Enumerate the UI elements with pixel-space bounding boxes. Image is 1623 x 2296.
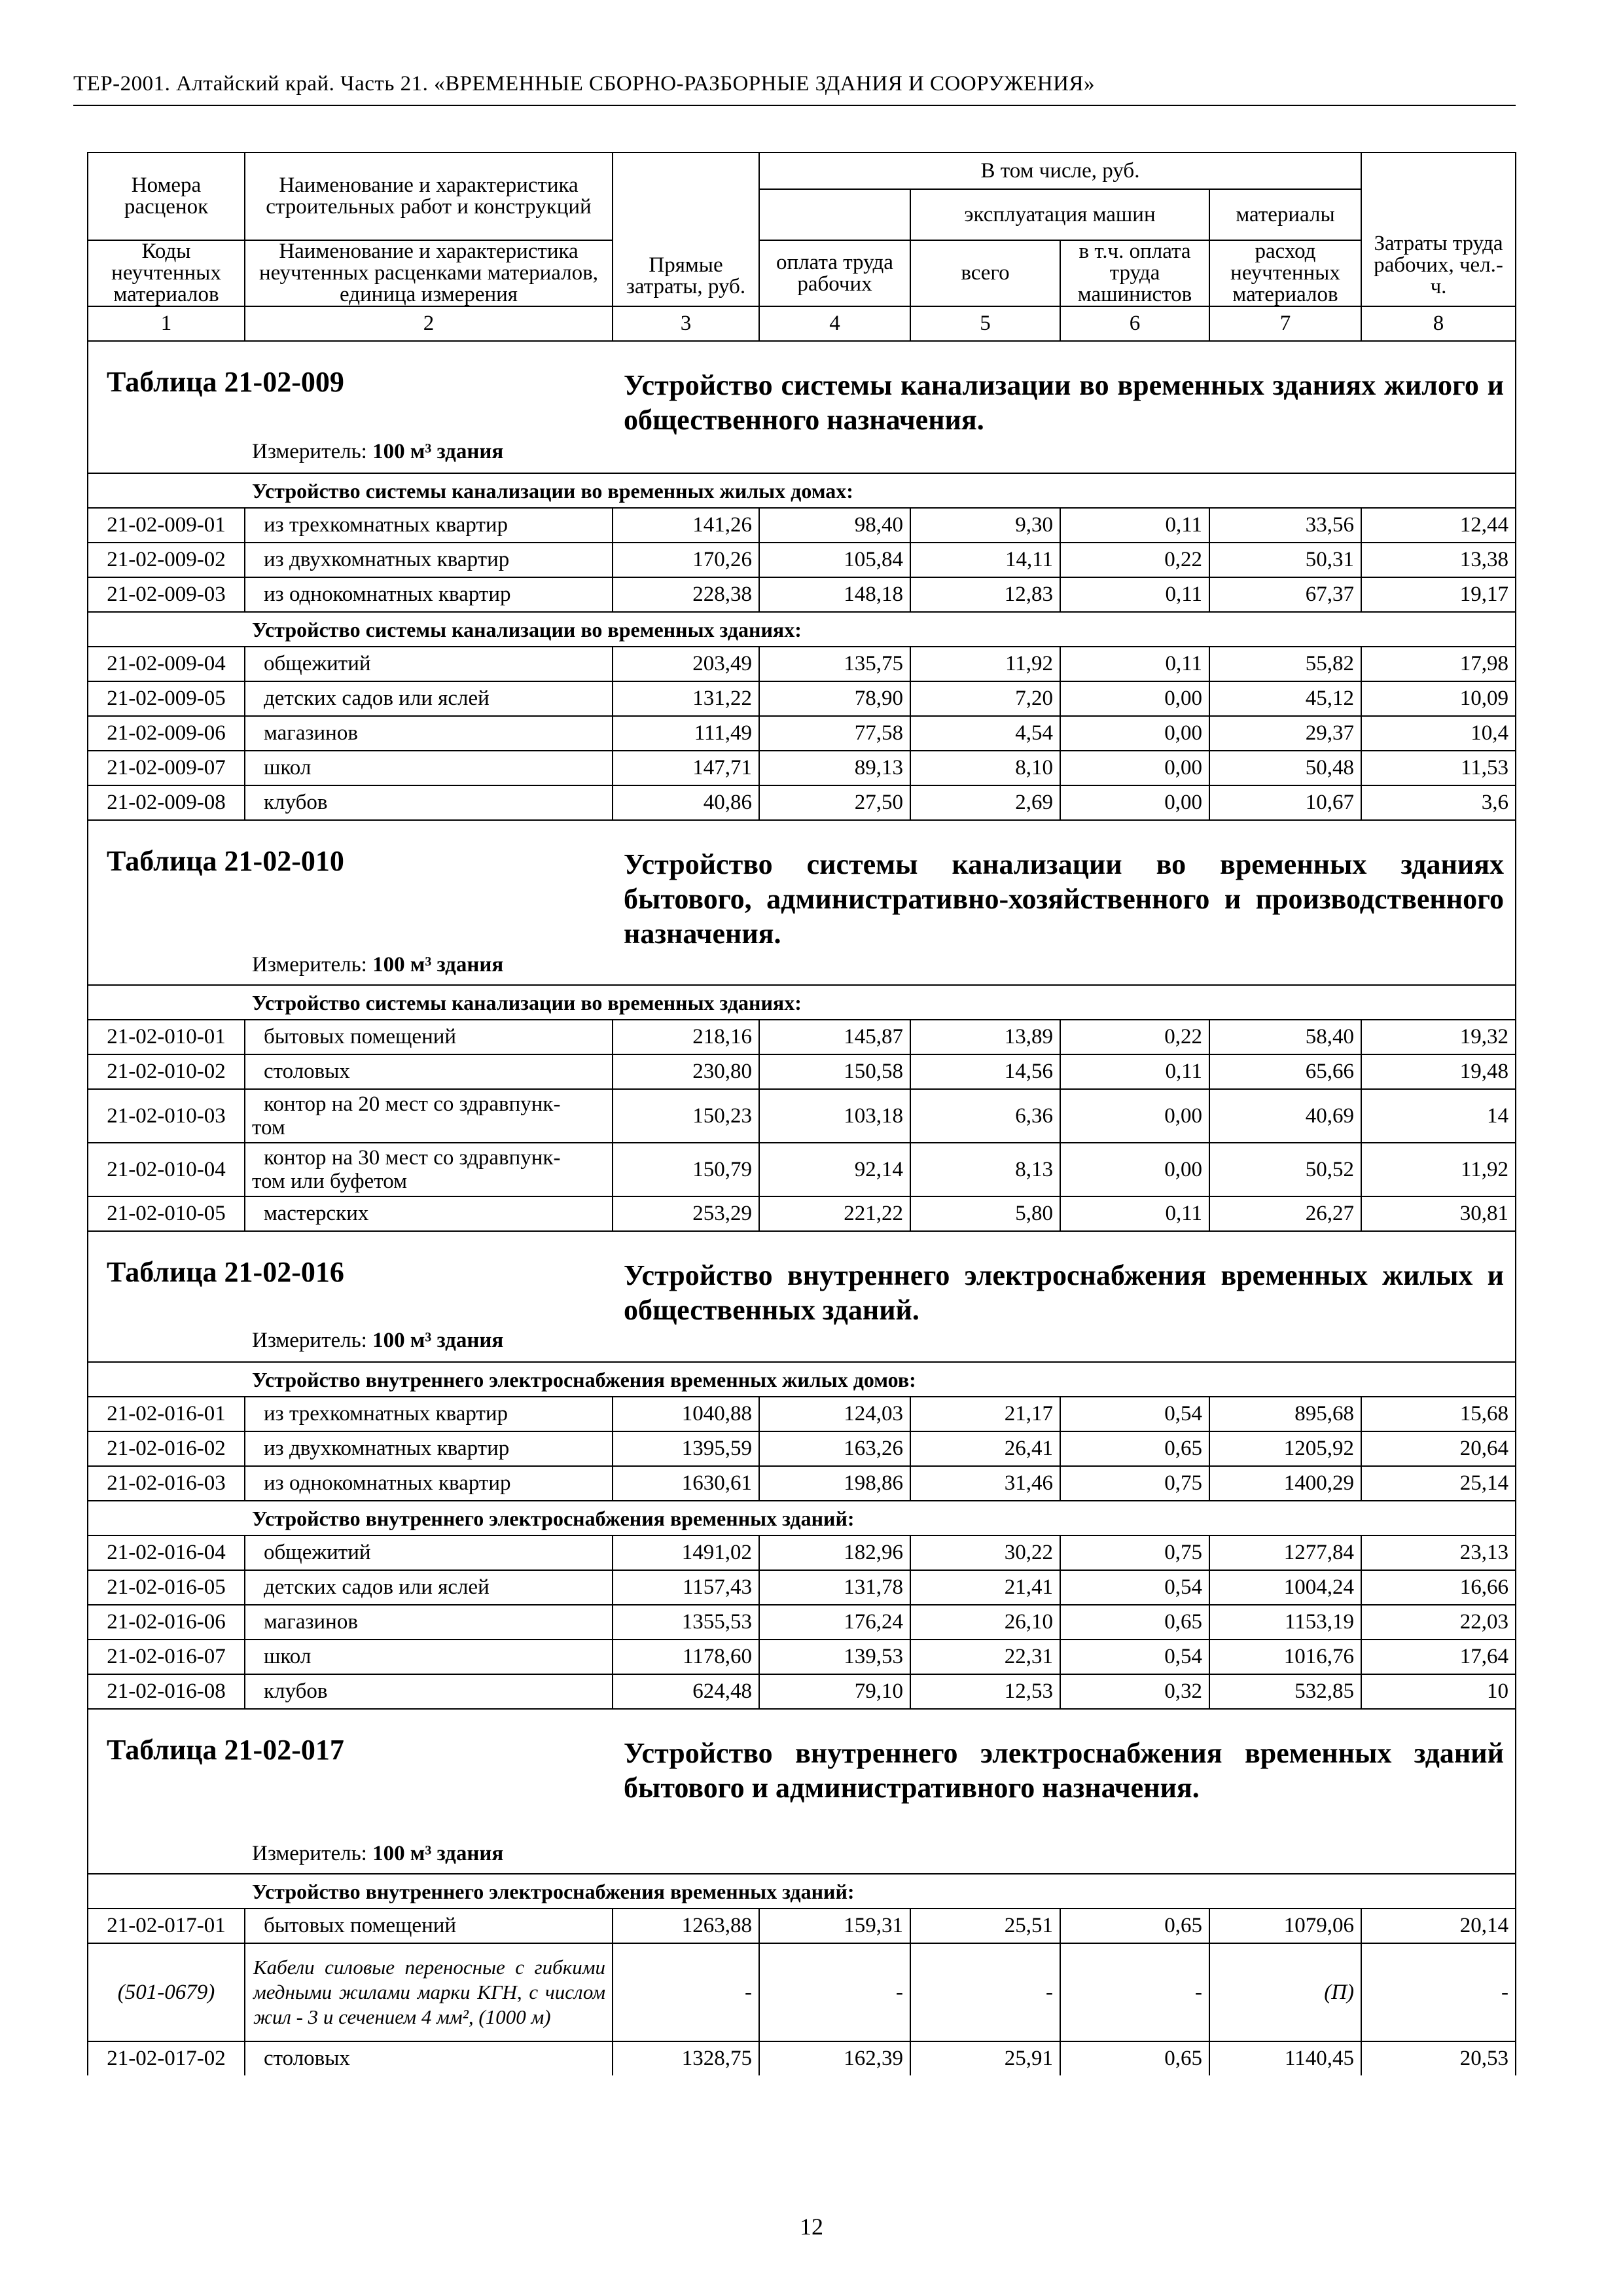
column-number: 2	[245, 306, 613, 341]
worker-pay: 163,26	[759, 1431, 910, 1466]
rate-code: 21-02-010-01	[88, 1020, 245, 1054]
direct-costs: 131,22	[613, 681, 759, 716]
direct-costs: 228,38	[613, 577, 759, 612]
section-title: Устройство системы канализации во временных жилых домах:	[88, 473, 1516, 508]
rate-code: 21-02-010-03	[88, 1089, 245, 1143]
materials: 45,12	[1209, 681, 1361, 716]
table-row	[88, 1431, 1516, 1466]
header-col2-bottom: Наименование и характеристика неучтенных расценками материалов, единица измерения	[245, 240, 613, 306]
direct-costs: 1328,75	[613, 2041, 759, 2075]
materials: 33,56	[1209, 508, 1361, 543]
machinist-pay: 0,54	[1060, 1397, 1209, 1431]
worker-pay: 145,87	[759, 1020, 910, 1054]
labor-hours: 10	[1361, 1674, 1516, 1709]
machinist-pay: 0,11	[1060, 508, 1209, 543]
table-title-block	[88, 1231, 1516, 1362]
worker-pay: 221,22	[759, 1196, 910, 1231]
worker-pay: 77,58	[759, 716, 910, 751]
labor-hours: 19,32	[1361, 1020, 1516, 1054]
labor-hours: 25,14	[1361, 1466, 1516, 1501]
materials: 895,68	[1209, 1397, 1361, 1431]
header-blank	[759, 189, 910, 240]
labor-hours: 11,53	[1361, 751, 1516, 785]
machinist-pay: 0,11	[1060, 1196, 1209, 1231]
machines-total: -	[910, 1943, 1060, 2041]
column-number: 5	[910, 306, 1060, 341]
worker-pay: 159,31	[759, 1909, 910, 1943]
machinist-pay: -	[1060, 1943, 1209, 2041]
measure: Измеритель: 100 м³ здания	[252, 953, 504, 977]
machinist-pay: 0,00	[1060, 785, 1209, 820]
labor-hours: 19,17	[1361, 577, 1516, 612]
table-row	[88, 1196, 1516, 1231]
table-row	[88, 1054, 1516, 1089]
labor-hours: 14	[1361, 1089, 1516, 1143]
direct-costs: -	[613, 1943, 759, 2041]
table-row	[88, 1605, 1516, 1640]
rates-table-frame	[87, 152, 1515, 2113]
work-name: детских садов или яслей	[245, 1570, 613, 1605]
labor-hours: -	[1361, 1943, 1516, 2041]
header-col4: оплата труда рабочих	[759, 240, 910, 306]
rate-code: 21-02-009-05	[88, 681, 245, 716]
worker-pay: -	[759, 1943, 910, 2041]
rate-code: 21-02-009-08	[88, 785, 245, 820]
materials: 67,37	[1209, 577, 1361, 612]
materials: 40,69	[1209, 1089, 1361, 1143]
header-col8: Затраты труда рабочих, чел.-ч.	[1361, 152, 1516, 306]
column-number: 8	[1361, 306, 1516, 341]
machinist-pay: 0,65	[1060, 2041, 1209, 2075]
labor-hours: 20,64	[1361, 1431, 1516, 1466]
work-name: мастерских	[245, 1196, 613, 1231]
rate-code: 21-02-016-05	[88, 1570, 245, 1605]
header-materials: материалы	[1209, 189, 1361, 240]
table-row	[88, 1397, 1516, 1431]
materials: 58,40	[1209, 1020, 1361, 1054]
column-number: 6	[1060, 306, 1209, 341]
table-row	[88, 2041, 1516, 2075]
machines-total: 14,11	[910, 543, 1060, 577]
table-row	[88, 1466, 1516, 1501]
table-row	[88, 1640, 1516, 1674]
column-number: 7	[1209, 306, 1361, 341]
machines-total: 12,53	[910, 1674, 1060, 1709]
machines-total: 31,46	[910, 1466, 1060, 1501]
running-header: ТЕР-2001. Алтайский край. Часть 21. «ВРЕМЕННЫЕ СБОРНО-РАЗБОРНЫЕ ЗДАНИЯ И СООРУЖЕНИЯ»	[73, 72, 1096, 96]
rate-code: 21-02-010-05	[88, 1196, 245, 1231]
direct-costs: 150,23	[613, 1089, 759, 1143]
materials: (П)	[1209, 1943, 1361, 2041]
header-machines: эксплуатация машин	[910, 189, 1209, 240]
materials: 1016,76	[1209, 1640, 1361, 1674]
header-col1-bottom: Коды неучтенных материалов	[88, 240, 245, 306]
direct-costs: 147,71	[613, 751, 759, 785]
direct-costs: 253,29	[613, 1196, 759, 1231]
direct-costs: 111,49	[613, 716, 759, 751]
machinist-pay: 0,11	[1060, 1054, 1209, 1089]
column-number: 1	[88, 306, 245, 341]
measure: Измеритель: 100 м³ здания	[252, 1842, 504, 1865]
column-number: 4	[759, 306, 910, 341]
machinist-pay: 0,00	[1060, 1089, 1209, 1143]
machinist-pay: 0,75	[1060, 1466, 1209, 1501]
materials: 65,66	[1209, 1054, 1361, 1089]
machines-total: 2,69	[910, 785, 1060, 820]
work-name: школ	[245, 751, 613, 785]
labor-hours: 20,14	[1361, 1909, 1516, 1943]
measure: Измеритель: 100 м³ здания	[252, 440, 504, 463]
machinist-pay: 0,00	[1060, 681, 1209, 716]
section-title: Устройство системы канализации во временных зданиях:	[88, 985, 1516, 1020]
rate-code: 21-02-016-03	[88, 1466, 245, 1501]
rate-code: 21-02-009-04	[88, 647, 245, 681]
materials: 55,82	[1209, 647, 1361, 681]
labor-hours: 16,66	[1361, 1570, 1516, 1605]
work-name: из однокомнатных квартир	[245, 1466, 613, 1501]
section-title: Устройство внутреннего электроснабжения временных зданий:	[88, 1874, 1516, 1909]
machines-total: 26,41	[910, 1431, 1060, 1466]
materials: 26,27	[1209, 1196, 1361, 1231]
table-row	[88, 577, 1516, 612]
section-title: Устройство внутреннего электроснабжения временных жилых домов:	[88, 1362, 1516, 1397]
worker-pay: 135,75	[759, 647, 910, 681]
labor-hours: 12,44	[1361, 508, 1516, 543]
worker-pay: 150,58	[759, 1054, 910, 1089]
rate-code: 21-02-016-08	[88, 1674, 245, 1709]
machinist-pay: 0,65	[1060, 1909, 1209, 1943]
machines-total: 4,54	[910, 716, 1060, 751]
labor-hours: 19,48	[1361, 1054, 1516, 1089]
labor-hours: 11,92	[1361, 1143, 1516, 1196]
machines-total: 13,89	[910, 1020, 1060, 1054]
work-name: столовых	[245, 2041, 613, 2075]
measure: Измеритель: 100 м³ здания	[252, 1329, 504, 1352]
rate-code: 21-02-010-04	[88, 1143, 245, 1196]
table-row	[88, 508, 1516, 543]
rate-code: 21-02-017-01	[88, 1909, 245, 1943]
worker-pay: 124,03	[759, 1397, 910, 1431]
machines-total: 30,22	[910, 1535, 1060, 1570]
table-row	[88, 716, 1516, 751]
work-name: общежитий	[245, 647, 613, 681]
table-title-block	[88, 1709, 1516, 1874]
table-row	[88, 1143, 1516, 1196]
machines-total: 21,17	[910, 1397, 1060, 1431]
machinist-pay: 0,75	[1060, 1535, 1209, 1570]
rates-table	[87, 152, 1516, 2075]
rate-code: 21-02-017-02	[88, 2041, 245, 2075]
machinist-pay: 0,00	[1060, 751, 1209, 785]
table-row	[88, 1089, 1516, 1143]
table-name: Таблица 21-02-010	[107, 845, 344, 877]
direct-costs: 1178,60	[613, 1640, 759, 1674]
direct-costs: 624,48	[613, 1674, 759, 1709]
table-row	[88, 1535, 1516, 1570]
machinist-pay: 0,22	[1060, 1020, 1209, 1054]
machines-total: 25,51	[910, 1909, 1060, 1943]
worker-pay: 162,39	[759, 2041, 910, 2075]
materials: 29,37	[1209, 716, 1361, 751]
rate-code: 21-02-009-06	[88, 716, 245, 751]
direct-costs: 1630,61	[613, 1466, 759, 1501]
materials: 1277,84	[1209, 1535, 1361, 1570]
work-name: столовых	[245, 1054, 613, 1089]
machines-total: 14,56	[910, 1054, 1060, 1089]
machines-total: 21,41	[910, 1570, 1060, 1605]
direct-costs: 150,79	[613, 1143, 759, 1196]
labor-hours: 30,81	[1361, 1196, 1516, 1231]
table-row	[88, 1020, 1516, 1054]
materials: 1205,92	[1209, 1431, 1361, 1466]
rate-code: 21-02-016-04	[88, 1535, 245, 1570]
rate-code: 21-02-009-07	[88, 751, 245, 785]
direct-costs: 1355,53	[613, 1605, 759, 1640]
work-name: из двухкомнатных квартир	[245, 1431, 613, 1466]
machines-total: 11,92	[910, 647, 1060, 681]
machines-total: 26,10	[910, 1605, 1060, 1640]
work-name: бытовых помещений	[245, 1909, 613, 1943]
work-name: клубов	[245, 785, 613, 820]
labor-hours: 10,4	[1361, 716, 1516, 751]
materials: 50,52	[1209, 1143, 1361, 1196]
worker-pay: 78,90	[759, 681, 910, 716]
worker-pay: 148,18	[759, 577, 910, 612]
rate-code: 21-02-009-02	[88, 543, 245, 577]
machines-total: 6,36	[910, 1089, 1060, 1143]
worker-pay: 103,18	[759, 1089, 910, 1143]
direct-costs: 1040,88	[613, 1397, 759, 1431]
work-name: из однокомнатных квартир	[245, 577, 613, 612]
work-name: школ	[245, 1640, 613, 1674]
labor-hours: 23,13	[1361, 1535, 1516, 1570]
labor-hours: 22,03	[1361, 1605, 1516, 1640]
header-col3: Прямые затраты, руб.	[613, 152, 759, 306]
table-name: Таблица 21-02-016	[107, 1256, 344, 1288]
rate-code: 21-02-016-02	[88, 1431, 245, 1466]
table-description: Устройство системы канализации во временных зданиях жилого и общественного назначения.	[624, 369, 1504, 436]
labor-hours: 13,38	[1361, 543, 1516, 577]
materials: 10,67	[1209, 785, 1361, 820]
direct-costs: 1263,88	[613, 1909, 759, 1943]
unaccounted-material-row	[88, 1943, 1516, 2041]
table-row	[88, 1674, 1516, 1709]
worker-pay: 79,10	[759, 1674, 910, 1709]
table-description: Устройство внутреннего электроснабжения временных жилых и общественных зданий.	[624, 1259, 1504, 1326]
labor-hours: 3,6	[1361, 785, 1516, 820]
materials: 1153,19	[1209, 1605, 1361, 1640]
table-title-block	[88, 820, 1516, 985]
work-name: магазинов	[245, 716, 613, 751]
direct-costs: 230,80	[613, 1054, 759, 1089]
worker-pay: 198,86	[759, 1466, 910, 1501]
machines-total: 8,10	[910, 751, 1060, 785]
direct-costs: 40,86	[613, 785, 759, 820]
table-row	[88, 1909, 1516, 1943]
machines-total: 7,20	[910, 681, 1060, 716]
machines-total: 8,13	[910, 1143, 1060, 1196]
materials: 1079,06	[1209, 1909, 1361, 1943]
machinist-pay: 0,65	[1060, 1431, 1209, 1466]
header-col5: всего	[910, 240, 1060, 306]
worker-pay: 98,40	[759, 508, 910, 543]
table-description: Устройство системы канализации во временных зданиях бытового, административно-хозяйственного и производственного назначения.	[624, 848, 1504, 950]
rate-code: 21-02-010-02	[88, 1054, 245, 1089]
materials: 1400,29	[1209, 1466, 1361, 1501]
header-col6: в т.ч. оплата труда машинистов	[1060, 240, 1209, 306]
labor-hours: 15,68	[1361, 1397, 1516, 1431]
labor-hours: 17,64	[1361, 1640, 1516, 1674]
materials: 50,31	[1209, 543, 1361, 577]
worker-pay: 89,13	[759, 751, 910, 785]
machinist-pay: 0,11	[1060, 577, 1209, 612]
rate-code: 21-02-016-01	[88, 1397, 245, 1431]
table-row	[88, 785, 1516, 820]
table-row	[88, 681, 1516, 716]
section-title: Устройство внутреннего электроснабжения временных зданий:	[88, 1501, 1516, 1535]
table-name: Таблица 21-02-017	[107, 1734, 344, 1766]
rate-code: 21-02-009-01	[88, 508, 245, 543]
machinist-pay: 0,11	[1060, 647, 1209, 681]
work-name: магазинов	[245, 1605, 613, 1640]
machines-total: 5,80	[910, 1196, 1060, 1231]
machinist-pay: 0,22	[1060, 543, 1209, 577]
machinist-pay: 0,54	[1060, 1570, 1209, 1605]
work-name: контор на 20 мест со здравпунк- том	[245, 1089, 613, 1143]
direct-costs: 170,26	[613, 543, 759, 577]
worker-pay: 27,50	[759, 785, 910, 820]
materials: 532,85	[1209, 1674, 1361, 1709]
machinist-pay: 0,00	[1060, 716, 1209, 751]
labor-hours: 17,98	[1361, 647, 1516, 681]
labor-hours: 10,09	[1361, 681, 1516, 716]
table-name: Таблица 21-02-009	[107, 366, 344, 398]
work-name: клубов	[245, 1674, 613, 1709]
column-number: 3	[613, 306, 759, 341]
materials: 1004,24	[1209, 1570, 1361, 1605]
worker-pay: 105,84	[759, 543, 910, 577]
table-row	[88, 647, 1516, 681]
table-description: Устройство внутреннего электроснабжения временных зданий бытового и административного назначения.	[624, 1737, 1504, 1804]
materials: 50,48	[1209, 751, 1361, 785]
direct-costs: 1491,02	[613, 1535, 759, 1570]
material-code: (501-0679)	[88, 1943, 245, 2041]
worker-pay: 139,53	[759, 1640, 910, 1674]
direct-costs: 141,26	[613, 508, 759, 543]
work-name: контор на 30 мест со здравпунк- том или буфетом	[245, 1143, 613, 1196]
work-name: из трехкомнатных квартир	[245, 508, 613, 543]
table-row	[88, 1570, 1516, 1605]
work-name: из двухкомнатных квартир	[245, 543, 613, 577]
rate-code: 21-02-016-07	[88, 1640, 245, 1674]
machines-total: 22,31	[910, 1640, 1060, 1674]
work-name: бытовых помещений	[245, 1020, 613, 1054]
rate-code: 21-02-009-03	[88, 577, 245, 612]
table-title-block	[88, 341, 1516, 473]
work-name: детских садов или яслей	[245, 681, 613, 716]
header-col1-top: Номера расценок	[88, 152, 245, 240]
header-col2-top: Наименование и характеристика строительных работ и конструкций	[245, 152, 613, 240]
direct-costs: 1157,43	[613, 1570, 759, 1605]
table-row	[88, 543, 1516, 577]
work-name: общежитий	[245, 1535, 613, 1570]
labor-hours: 20,53	[1361, 2041, 1516, 2075]
header-in-total: В том числе, руб.	[759, 152, 1361, 189]
direct-costs: 1395,59	[613, 1431, 759, 1466]
machinist-pay: 0,54	[1060, 1640, 1209, 1674]
table-row	[88, 751, 1516, 785]
direct-costs: 203,49	[613, 647, 759, 681]
machines-total: 12,83	[910, 577, 1060, 612]
section-title: Устройство системы канализации во временных зданиях:	[88, 612, 1516, 647]
machinist-pay: 0,65	[1060, 1605, 1209, 1640]
worker-pay: 182,96	[759, 1535, 910, 1570]
page-number: 12	[800, 2214, 823, 2240]
machines-total: 9,30	[910, 508, 1060, 543]
materials: 1140,45	[1209, 2041, 1361, 2075]
machines-total: 25,91	[910, 2041, 1060, 2075]
work-name: из трехкомнатных квартир	[245, 1397, 613, 1431]
machinist-pay: 0,00	[1060, 1143, 1209, 1196]
header-rule	[73, 105, 1516, 106]
machinist-pay: 0,32	[1060, 1674, 1209, 1709]
worker-pay: 92,14	[759, 1143, 910, 1196]
header-col7: расход неучтенных материалов	[1209, 240, 1361, 306]
worker-pay: 176,24	[759, 1605, 910, 1640]
worker-pay: 131,78	[759, 1570, 910, 1605]
rate-code: 21-02-016-06	[88, 1605, 245, 1640]
material-name: Кабели силовые переносные с гибкими медными жилами марки КГН, с числом жил - 3 и сечением 4 мм², (1000 м)	[245, 1943, 613, 2041]
direct-costs: 218,16	[613, 1020, 759, 1054]
